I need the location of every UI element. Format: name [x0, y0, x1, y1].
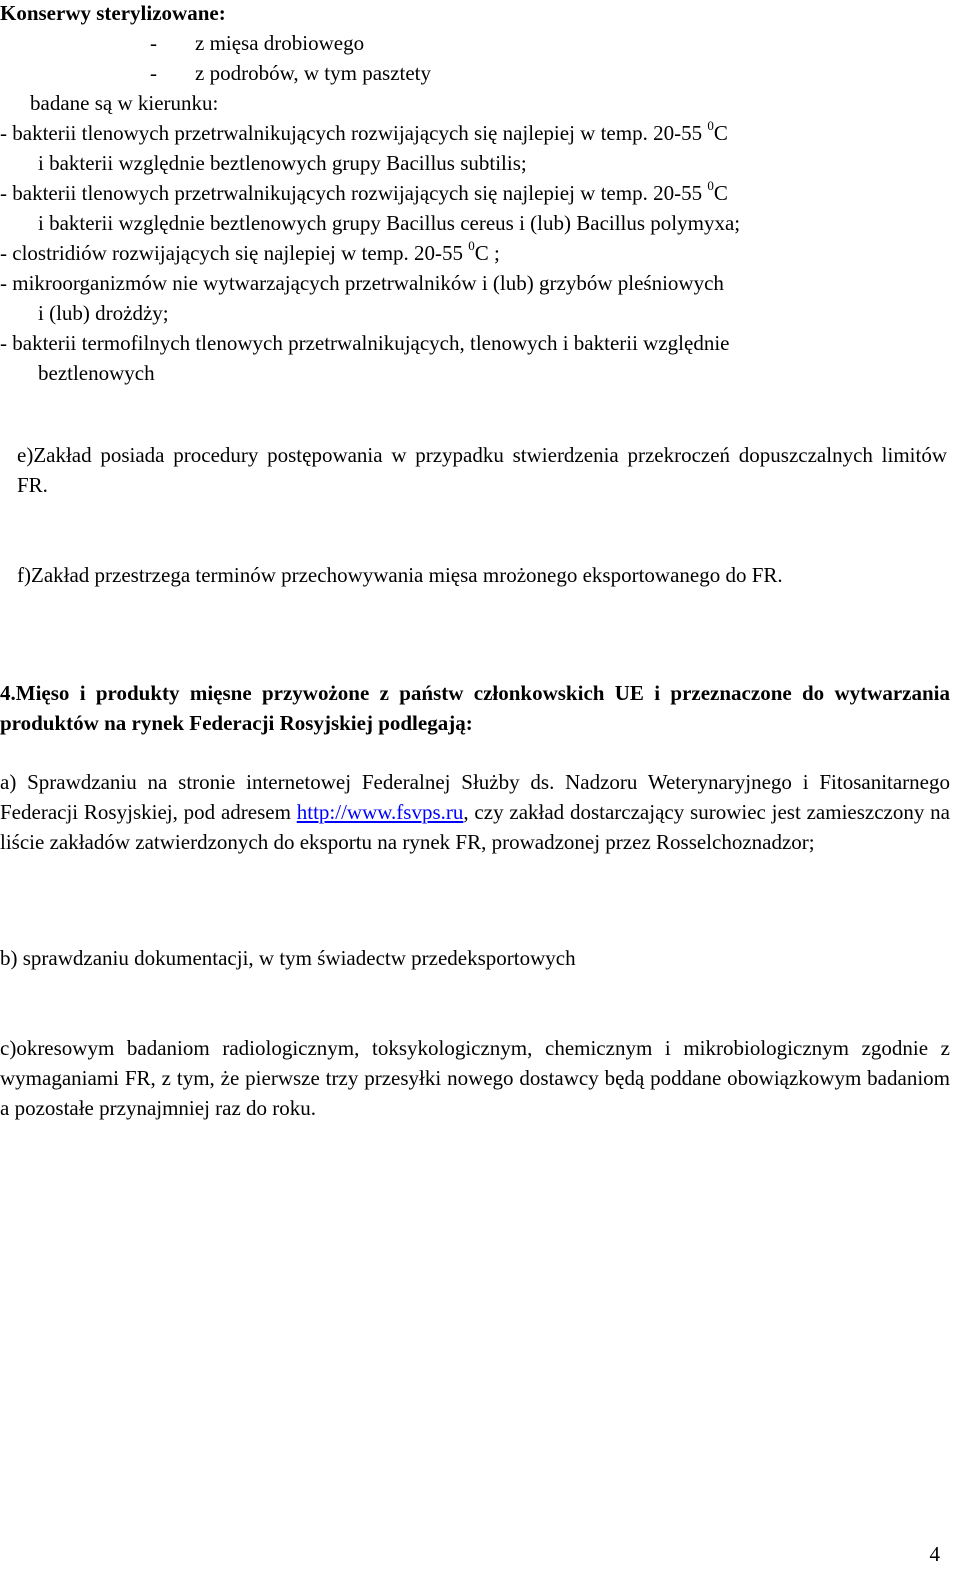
- bullet-first-line: - mikroorganizmów nie wytwarzających przetrwalników i (lub) grzybów pleśniowych: [0, 271, 724, 295]
- intro-text: badane są w kierunku:: [30, 91, 219, 115]
- bullet-continuation: i (lub) drożdży;: [38, 301, 169, 325]
- bullet-continuation: beztlenowych: [38, 361, 155, 385]
- bullet-superscript: 0: [468, 238, 475, 253]
- sub-item-poultry: [0, 28, 950, 58]
- section-4-number: 4.: [0, 681, 16, 705]
- paragraph-b: b) sprawdzaniu dokumentacji, w tym świadectw przedeksportowych: [0, 946, 576, 970]
- bullet-item: [0, 328, 950, 388]
- bullet-item: [0, 118, 950, 178]
- canned-goods-block: [0, 0, 950, 388]
- paragraph-c: c)okresowym badaniom radiologicznym, toksykologicznym, chemicznym i mikrobiologicznym zgodnie z wymaganiami FR, z tym, że pierwsze trzy przesyłki nowego dostawcy będą poddane obowiązkowym badaniom a pozostałe przynajmniej raz do roku.: [0, 1036, 950, 1120]
- section-4-heading: [0, 678, 950, 738]
- bullet-superscript: 0: [707, 178, 714, 193]
- bullet-superscript: 0: [707, 118, 714, 133]
- bullet-unit: C: [713, 181, 728, 205]
- bullet-first-line: - clostridiów rozwijających się najlepiej w temp. 20-55: [0, 241, 469, 265]
- sub-item-dash: -: [150, 61, 157, 85]
- bullet-unit: C ;: [474, 241, 500, 265]
- paragraph-a-text-before: a) Sprawdzaniu na stronie internetowej Federalnej Służby ds. Nadzoru Weterynaryjnego i Fitosanitarnego Federacji Rosyjskiej, pod adresem: [0, 770, 950, 824]
- section-title: Konserwy sterylizowane:: [0, 1, 226, 25]
- bullet-first-line: - bakterii termofilnych tlenowych przetrwalnikujących, tlenowych i bakterii względnie: [0, 331, 730, 355]
- bullet-continuation: i bakterii względnie beztlenowych grupy Bacillus cereus i (lub) Bacillus polymyxa;: [38, 211, 741, 235]
- page-number: 4: [929, 1542, 940, 1566]
- fsvps-link[interactable]: http://www.fsvps.ru: [296, 800, 464, 824]
- bullet-item: [0, 178, 950, 238]
- sub-item-offal: [0, 58, 950, 88]
- bullet-unit: C: [713, 121, 728, 145]
- bullet-continuation: i bakterii względnie beztlenowych grupy Bacillus subtilis;: [38, 151, 527, 175]
- bullet-first-line: - bakterii tlenowych przetrwalnikujących rozwijających się najlepiej w temp. 20-55: [0, 121, 708, 145]
- sub-item-text: z mięsa drobiowego: [195, 31, 365, 55]
- bullet-item: [0, 238, 950, 268]
- bullet-item: [0, 268, 950, 328]
- paragraph-a-text-after: , czy zakład dostarczający surowiec jest zamieszczony na liście zakładów zatwierdzonych do eksportu na rynek FR, prowadzonej przez Rosselchoznadzor;: [0, 800, 950, 854]
- section-4-title: Mięso i produkty mięsne przywożone z państw członkowskich UE i przeznaczone do wytwarzania produktów na rynek Federacji Rosyjskiej podlegają:: [0, 681, 950, 735]
- sub-item-dash: -: [150, 31, 157, 55]
- bullet-first-line: - bakterii tlenowych przetrwalnikujących rozwijających się najlepiej w temp. 20-55: [0, 181, 708, 205]
- paragraph-e: e)Zakład posiada procedury postępowania w przypadku stwierdzenia przekroczeń dopuszczalnych limitów FR.: [17, 443, 947, 497]
- sub-item-text: z podrobów, w tym pasztety: [195, 61, 432, 85]
- paragraph-a: [0, 767, 950, 857]
- paragraph-f: f)Zakład przestrzega terminów przechowywania mięsa mrożonego eksportowanego do FR.: [17, 563, 783, 587]
